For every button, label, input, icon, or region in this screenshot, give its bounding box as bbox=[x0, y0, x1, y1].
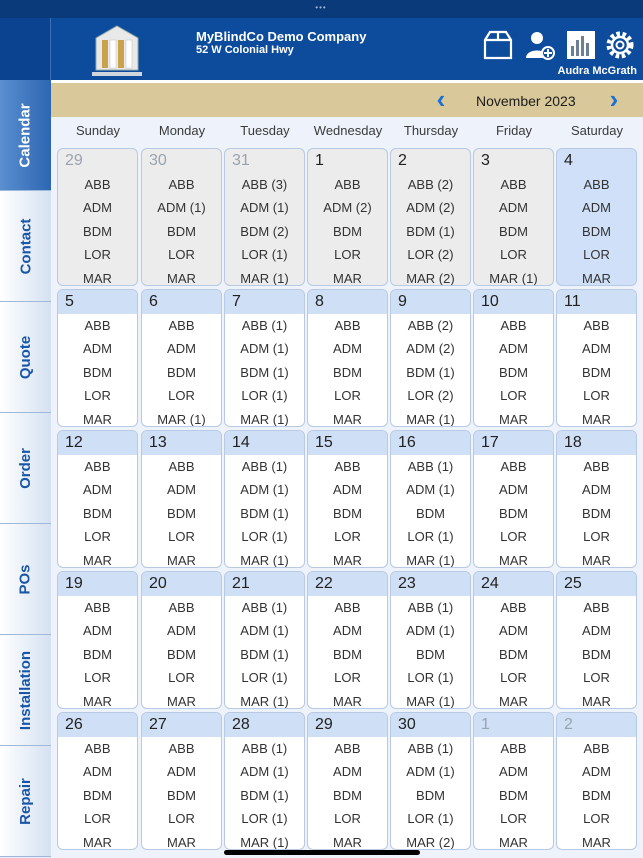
appointment-count[interactable]: ADM bbox=[83, 341, 112, 357]
appointment-count[interactable]: LOR bbox=[583, 670, 610, 686]
calendar-day-cell[interactable] bbox=[390, 148, 471, 286]
appointment-count[interactable]: ABB bbox=[168, 600, 195, 615]
calendar-day-cell[interactable] bbox=[556, 148, 637, 286]
appointment-count[interactable]: MAR bbox=[333, 693, 362, 709]
appointment-count[interactable]: BDM bbox=[333, 364, 362, 380]
company-address: 52 W Colonial Hwy bbox=[196, 44, 294, 56]
appointment-count[interactable]: MAR bbox=[499, 834, 528, 850]
day-number: 18 bbox=[557, 431, 636, 455]
appointment-count[interactable]: ABB bbox=[168, 741, 195, 756]
appointment-count[interactable]: MAR (2) bbox=[406, 270, 455, 286]
appointment-count[interactable]: BDM bbox=[416, 646, 445, 662]
report-icon[interactable] bbox=[564, 28, 598, 62]
appointment-count[interactable]: LOR (1) bbox=[241, 811, 288, 827]
appointment-count[interactable]: LOR bbox=[334, 529, 361, 545]
appointment-count[interactable]: ABB bbox=[334, 600, 361, 615]
appointment-count[interactable]: MAR (1) bbox=[406, 411, 455, 427]
appointment-count[interactable]: ADM bbox=[582, 482, 611, 498]
appointment-count[interactable]: BDM bbox=[582, 223, 611, 239]
calendar-day-cell[interactable] bbox=[141, 430, 222, 568]
day-number: 24 bbox=[474, 572, 553, 596]
day-number: 25 bbox=[557, 572, 636, 596]
calendar-day-cell[interactable] bbox=[473, 430, 554, 568]
calendar-day-cell[interactable] bbox=[307, 430, 388, 568]
appointment-count[interactable]: BDM bbox=[83, 646, 112, 662]
appointment-count[interactable]: ADM bbox=[582, 200, 611, 216]
appointment-count[interactable]: MAR (1) bbox=[157, 411, 206, 427]
appointment-count[interactable]: BDM bbox=[333, 223, 362, 239]
calendar-day-cell[interactable] bbox=[473, 712, 554, 850]
day-number: 20 bbox=[142, 572, 221, 596]
company-name: MyBlindCo Demo Company bbox=[196, 29, 367, 44]
appointment-count[interactable]: BDM (1) bbox=[406, 364, 455, 380]
day-number: 5 bbox=[58, 290, 137, 314]
appointment-count[interactable]: BDM bbox=[83, 787, 112, 803]
appointment-count[interactable]: ADM bbox=[83, 200, 112, 216]
appointment-count[interactable]: ABB bbox=[500, 600, 527, 615]
appointment-count[interactable]: ABB bbox=[84, 177, 111, 192]
chevron-right-icon[interactable]: › bbox=[609, 84, 619, 114]
sidebar-item-pos[interactable] bbox=[0, 524, 51, 635]
appointment-count[interactable]: BDM bbox=[416, 505, 445, 521]
appointment-count[interactable]: BDM (1) bbox=[240, 364, 289, 380]
appointment-count[interactable]: LOR (1) bbox=[241, 529, 288, 545]
day-number: 7 bbox=[225, 290, 304, 314]
calendar-day-cell[interactable] bbox=[473, 571, 554, 709]
appointment-count[interactable]: MAR bbox=[167, 552, 196, 568]
appointment-count[interactable]: ABB bbox=[583, 459, 610, 474]
day-number: 8 bbox=[308, 290, 387, 314]
appointment-count[interactable]: ADM bbox=[167, 623, 196, 639]
appointment-count[interactable]: ABB bbox=[500, 318, 527, 333]
calendar-day-cell[interactable] bbox=[390, 430, 471, 568]
calendar-day-cell[interactable] bbox=[473, 289, 554, 427]
calendar-day-cell[interactable] bbox=[224, 571, 305, 709]
appointment-count[interactable]: ABB bbox=[500, 741, 527, 756]
appointment-count[interactable]: LOR bbox=[334, 811, 361, 827]
appointment-count[interactable]: MAR bbox=[167, 834, 196, 850]
appointment-count[interactable]: ABB bbox=[84, 741, 111, 756]
calendar-day-cell[interactable] bbox=[473, 148, 554, 286]
home-indicator[interactable] bbox=[224, 850, 420, 855]
appointment-count[interactable]: MAR bbox=[582, 834, 611, 850]
sidebar-item-calendar[interactable] bbox=[0, 80, 51, 191]
appointment-count[interactable]: ADM bbox=[582, 623, 611, 639]
month-navigation bbox=[51, 83, 643, 117]
appointment-count[interactable]: BDM bbox=[83, 505, 112, 521]
day-number: 30 bbox=[391, 713, 470, 737]
appointment-count[interactable]: BDM bbox=[582, 364, 611, 380]
appointment-count[interactable]: ADM bbox=[499, 764, 528, 780]
appointment-count[interactable]: LOR bbox=[334, 388, 361, 404]
gear-icon[interactable] bbox=[603, 28, 637, 62]
appointment-count[interactable]: ADM (1) bbox=[240, 200, 289, 216]
appointment-count[interactable]: LOR (1) bbox=[407, 529, 454, 545]
day-number: 4 bbox=[564, 152, 573, 169]
appointment-count[interactable]: ADM (1) bbox=[157, 200, 206, 216]
day-number: 29 bbox=[65, 152, 83, 169]
user-name[interactable]: Audra McGrath bbox=[557, 65, 637, 77]
appointment-count[interactable]: LOR bbox=[334, 247, 361, 263]
appointment-count[interactable]: ADM bbox=[83, 623, 112, 639]
appointment-count[interactable]: MAR bbox=[582, 552, 611, 568]
appointment-count[interactable]: ADM (1) bbox=[406, 764, 455, 780]
appointment-count[interactable]: ADM bbox=[333, 623, 362, 639]
appointment-count[interactable]: ABB bbox=[84, 600, 111, 615]
appointment-count[interactable]: MAR bbox=[499, 693, 528, 709]
sidebar-item-label: Repair bbox=[17, 777, 34, 825]
appointment-count[interactable]: ABB bbox=[583, 177, 610, 192]
appointment-count[interactable]: ABB bbox=[334, 177, 361, 192]
appointment-count[interactable]: BDM bbox=[167, 364, 196, 380]
appointment-count[interactable]: LOR bbox=[84, 388, 111, 404]
appointment-count[interactable]: MAR bbox=[333, 270, 362, 286]
day-number: 2 bbox=[398, 152, 407, 169]
appointment-count[interactable]: BDM bbox=[83, 223, 112, 239]
appointment-count[interactable]: BDM bbox=[499, 223, 528, 239]
appointment-count[interactable]: MAR bbox=[167, 270, 196, 286]
calendar-day-cell[interactable] bbox=[390, 712, 471, 850]
appointment-count[interactable]: MAR (1) bbox=[240, 552, 289, 568]
logo-icon bbox=[86, 24, 148, 78]
appointment-count[interactable]: ABB (1) bbox=[407, 600, 454, 615]
appointment-count[interactable]: LOR bbox=[583, 388, 610, 404]
appointment-count[interactable]: LOR (2) bbox=[407, 388, 454, 404]
calendar-day-cell[interactable] bbox=[307, 571, 388, 709]
calendar-day-cell[interactable] bbox=[307, 712, 388, 850]
appointment-count[interactable]: LOR (1) bbox=[407, 811, 454, 827]
day-number: 1 bbox=[474, 713, 553, 737]
appointment-count[interactable]: ADM (1) bbox=[240, 623, 289, 639]
appointment-count[interactable]: BDM bbox=[167, 505, 196, 521]
appointment-count[interactable]: ABB bbox=[334, 459, 361, 474]
appointment-count[interactable]: LOR bbox=[583, 811, 610, 827]
appointment-count[interactable]: LOR bbox=[500, 247, 527, 263]
sidebar bbox=[0, 80, 51, 858]
calendar-day-cell[interactable] bbox=[57, 712, 138, 850]
calendar-day-cell[interactable] bbox=[390, 571, 471, 709]
appointment-count[interactable]: ADM bbox=[167, 341, 196, 357]
appointment-count[interactable]: MAR bbox=[83, 411, 112, 427]
appointment-count[interactable]: BDM bbox=[333, 787, 362, 803]
appointment-count[interactable]: ABB (2) bbox=[407, 318, 454, 333]
appointment-count[interactable]: BDM bbox=[499, 787, 528, 803]
appointment-count[interactable]: LOR bbox=[500, 811, 527, 827]
appointment-count[interactable]: BDM bbox=[167, 646, 196, 662]
weekday-header: Thursday bbox=[403, 123, 459, 138]
appointment-count[interactable]: LOR bbox=[168, 811, 195, 827]
calendar-day-cell[interactable] bbox=[556, 430, 637, 568]
appointment-count[interactable]: LOR bbox=[583, 529, 610, 545]
appointment-count[interactable]: ABB (1) bbox=[407, 459, 454, 474]
appointment-count[interactable]: ABB bbox=[334, 318, 361, 333]
appointment-count[interactable]: BDM bbox=[333, 646, 362, 662]
calendar-day-cell[interactable] bbox=[141, 712, 222, 850]
appointment-count[interactable]: ADM bbox=[167, 764, 196, 780]
status-bar bbox=[0, 0, 643, 18]
weekday-header: Friday bbox=[495, 123, 533, 138]
appointment-count[interactable]: LOR bbox=[334, 670, 361, 686]
appointment-count[interactable]: MAR (1) bbox=[240, 693, 289, 709]
appointment-count[interactable]: MAR bbox=[167, 693, 196, 709]
weekday-header: Tuesday bbox=[240, 123, 290, 138]
appointment-count[interactable]: BDM bbox=[416, 787, 445, 803]
appointment-count[interactable]: MAR (2) bbox=[406, 834, 455, 850]
header-left-strip bbox=[0, 18, 51, 80]
calendar-day-cell[interactable] bbox=[556, 571, 637, 709]
sidebar-item-label: Contact bbox=[17, 218, 34, 274]
calendar-day-cell[interactable] bbox=[57, 289, 138, 427]
appointment-count[interactable]: ABB (2) bbox=[407, 177, 454, 192]
appointment-count[interactable]: MAR (1) bbox=[240, 270, 289, 286]
day-number: 1 bbox=[315, 152, 324, 169]
appointment-count[interactable]: ABB bbox=[84, 318, 111, 333]
sidebar-item-installation[interactable] bbox=[0, 635, 51, 746]
appointment-count[interactable]: MAR bbox=[83, 270, 112, 286]
appointment-count[interactable]: BDM (1) bbox=[240, 787, 289, 803]
day-number: 12 bbox=[58, 431, 137, 455]
appointment-count[interactable]: ADM bbox=[333, 341, 362, 357]
appointment-count[interactable]: BDM bbox=[83, 364, 112, 380]
appointment-count[interactable]: ADM bbox=[83, 764, 112, 780]
appointment-count[interactable]: LOR (1) bbox=[241, 388, 288, 404]
calendar-day-cell[interactable] bbox=[390, 289, 471, 427]
appointment-count[interactable]: MAR bbox=[83, 693, 112, 709]
appointment-count[interactable]: ADM (1) bbox=[406, 482, 455, 498]
appointment-count[interactable]: ADM (2) bbox=[323, 200, 372, 216]
appointment-count[interactable]: LOR (2) bbox=[407, 247, 454, 263]
calendar-day-cell[interactable] bbox=[224, 148, 305, 286]
appointment-count[interactable]: BDM bbox=[167, 223, 196, 239]
sidebar-item-label: Order bbox=[16, 447, 34, 489]
appointment-count[interactable]: ABB (1) bbox=[241, 741, 288, 756]
appointment-count[interactable]: BDM (1) bbox=[240, 505, 289, 521]
appointment-count[interactable]: LOR (1) bbox=[241, 247, 288, 263]
appointment-count[interactable]: MAR bbox=[83, 834, 112, 850]
day-number: 31 bbox=[232, 152, 250, 169]
appointment-count[interactable]: ADM bbox=[83, 482, 112, 498]
appointment-count[interactable]: LOR bbox=[168, 529, 195, 545]
add-user-icon[interactable] bbox=[522, 28, 556, 62]
appointment-count[interactable]: MAR bbox=[83, 552, 112, 568]
sidebar-item-label: POs bbox=[16, 563, 34, 595]
day-number: 6 bbox=[142, 290, 221, 314]
sidebar-item-quote[interactable] bbox=[0, 302, 51, 413]
multitask-grip-icon[interactable]: ••• bbox=[315, 3, 327, 12]
appointment-count[interactable]: LOR bbox=[84, 247, 111, 263]
sidebar-item-repair[interactable] bbox=[0, 746, 51, 857]
day-number: 30 bbox=[149, 152, 167, 169]
appointment-count[interactable]: ABB bbox=[583, 741, 610, 756]
appointment-count[interactable]: MAR bbox=[333, 834, 362, 850]
sidebar-item-order[interactable] bbox=[0, 413, 51, 524]
calendar-grid bbox=[51, 117, 643, 858]
appointment-count[interactable]: ABB (1) bbox=[241, 318, 288, 333]
appointment-count[interactable]: MAR bbox=[582, 270, 611, 286]
calendar-day-cell[interactable] bbox=[307, 289, 388, 427]
appointment-count[interactable]: MAR bbox=[499, 552, 528, 568]
appointment-count[interactable]: ADM bbox=[499, 623, 528, 639]
day-number: 9 bbox=[391, 290, 470, 314]
appointment-count[interactable]: LOR bbox=[583, 247, 610, 263]
day-number: 3 bbox=[481, 152, 490, 169]
appointment-count[interactable]: MAR (1) bbox=[240, 411, 289, 427]
appointment-count[interactable]: BDM bbox=[582, 505, 611, 521]
weekday-header: Wednesday bbox=[313, 123, 383, 138]
appointment-count[interactable]: LOR bbox=[500, 670, 527, 686]
appointment-count[interactable]: ADM bbox=[499, 341, 528, 357]
appointment-count[interactable]: LOR (1) bbox=[407, 670, 454, 686]
appointment-count[interactable]: MAR (1) bbox=[406, 552, 455, 568]
appointment-count[interactable]: ABB (1) bbox=[241, 600, 288, 615]
appointment-count[interactable]: ADM (1) bbox=[406, 623, 455, 639]
appointment-count[interactable]: LOR bbox=[84, 811, 111, 827]
appointment-count[interactable]: ABB bbox=[168, 459, 195, 474]
appointment-count[interactable]: MAR bbox=[499, 411, 528, 427]
weekday-header: Monday bbox=[158, 123, 206, 138]
calendar-day-cell[interactable] bbox=[556, 712, 637, 850]
appointment-count[interactable]: BDM bbox=[499, 364, 528, 380]
day-number: 11 bbox=[557, 290, 636, 314]
appointment-count[interactable]: MAR (1) bbox=[489, 270, 538, 286]
sidebar-item-contact[interactable] bbox=[0, 191, 51, 302]
calendar-day-cell[interactable] bbox=[224, 430, 305, 568]
appointment-count[interactable]: ABB bbox=[500, 177, 527, 192]
calendar-day-cell[interactable] bbox=[141, 148, 222, 286]
appointment-count[interactable]: ADM (1) bbox=[240, 341, 289, 357]
appointment-count[interactable]: BDM bbox=[167, 787, 196, 803]
appointment-count[interactable]: BDM bbox=[582, 787, 611, 803]
day-number: 19 bbox=[58, 572, 137, 596]
sidebar-item-label: Calendar bbox=[17, 102, 35, 168]
day-number: 27 bbox=[142, 713, 221, 737]
appointment-count[interactable]: ABB bbox=[583, 600, 610, 615]
appointment-count[interactable]: LOR bbox=[168, 388, 195, 404]
appointment-count[interactable]: ABB bbox=[168, 177, 195, 192]
appointment-count[interactable]: ABB bbox=[334, 741, 361, 756]
appointment-count[interactable]: LOR (1) bbox=[241, 670, 288, 686]
appointment-count[interactable]: ADM bbox=[582, 764, 611, 780]
appointment-count[interactable]: BDM bbox=[499, 646, 528, 662]
appointment-count[interactable]: MAR bbox=[333, 411, 362, 427]
calendar-day-cell[interactable] bbox=[141, 571, 222, 709]
day-number: 15 bbox=[308, 431, 387, 455]
calendar-day-cell[interactable] bbox=[307, 148, 388, 286]
day-number: 26 bbox=[58, 713, 137, 737]
calendar-day-cell[interactable] bbox=[57, 571, 138, 709]
sidebar-item-label: Installation bbox=[17, 650, 34, 730]
weekday-header: Saturday bbox=[570, 123, 624, 138]
appointment-count[interactable]: BDM bbox=[499, 505, 528, 521]
appointment-count[interactable]: LOR bbox=[500, 388, 527, 404]
month-label: November 2023 bbox=[476, 93, 576, 109]
day-number: 13 bbox=[142, 431, 221, 455]
appointment-count[interactable]: ADM bbox=[167, 482, 196, 498]
appointment-count[interactable]: LOR bbox=[168, 247, 195, 263]
calendar-day-cell[interactable] bbox=[224, 712, 305, 850]
appointment-count[interactable]: MAR bbox=[582, 411, 611, 427]
appointment-count[interactable]: ABB bbox=[583, 318, 610, 333]
appointment-count[interactable]: ABB bbox=[84, 459, 111, 474]
appointment-count[interactable]: LOR bbox=[84, 670, 111, 686]
appointment-count[interactable]: ADM bbox=[333, 764, 362, 780]
appointment-count[interactable]: BDM (1) bbox=[240, 646, 289, 662]
appointment-count[interactable]: LOR bbox=[500, 529, 527, 545]
day-number: 2 bbox=[557, 713, 636, 737]
appointment-count[interactable]: ADM (1) bbox=[240, 482, 289, 498]
day-number: 22 bbox=[308, 572, 387, 596]
appointment-count[interactable]: LOR bbox=[84, 529, 111, 545]
appointment-count[interactable]: ADM bbox=[333, 482, 362, 498]
appointment-count[interactable]: ABB (1) bbox=[407, 741, 454, 756]
appointment-count[interactable]: BDM bbox=[333, 505, 362, 521]
appointment-count[interactable]: ADM (1) bbox=[240, 764, 289, 780]
appointment-count[interactable]: ABB bbox=[168, 318, 195, 333]
appointment-count[interactable]: ABB (1) bbox=[241, 459, 288, 474]
appointment-count[interactable]: MAR bbox=[582, 693, 611, 709]
appointment-count[interactable]: ADM bbox=[499, 482, 528, 498]
calendar-day-cell[interactable] bbox=[57, 148, 138, 286]
chevron-left-icon[interactable]: ‹ bbox=[436, 84, 446, 114]
appointment-count[interactable]: ADM (2) bbox=[406, 200, 455, 216]
appointment-count[interactable]: ADM bbox=[582, 341, 611, 357]
calendar-day-cell[interactable] bbox=[224, 289, 305, 427]
day-number: 16 bbox=[391, 431, 470, 455]
appointment-count[interactable]: ADM bbox=[499, 200, 528, 216]
appointment-count[interactable]: MAR bbox=[333, 552, 362, 568]
calendar-day-cell[interactable] bbox=[57, 430, 138, 568]
day-number: 17 bbox=[474, 431, 553, 455]
calendar-day-cell[interactable] bbox=[556, 289, 637, 427]
appointment-count[interactable]: BDM bbox=[582, 646, 611, 662]
appointment-count[interactable]: MAR (1) bbox=[240, 834, 289, 850]
box-icon[interactable] bbox=[481, 28, 515, 62]
appointment-count[interactable]: MAR (1) bbox=[406, 693, 455, 709]
day-number: 10 bbox=[474, 290, 553, 314]
weekday-header: Sunday bbox=[75, 123, 121, 138]
appointment-count[interactable]: BDM (1) bbox=[406, 223, 455, 239]
day-number: 29 bbox=[308, 713, 387, 737]
appointment-count[interactable]: BDM (2) bbox=[240, 223, 289, 239]
calendar-day-cell[interactable] bbox=[141, 289, 222, 427]
appointment-count[interactable]: ADM (2) bbox=[406, 341, 455, 357]
app-header bbox=[0, 18, 643, 80]
appointment-count[interactable]: ABB (3) bbox=[241, 177, 288, 192]
appointment-count[interactable]: LOR bbox=[168, 670, 195, 686]
day-number: 28 bbox=[225, 713, 304, 737]
day-number: 23 bbox=[391, 572, 470, 596]
day-number: 21 bbox=[225, 572, 304, 596]
sidebar-item-label: Quote bbox=[17, 335, 34, 379]
appointment-count[interactable]: ABB bbox=[500, 459, 527, 474]
day-number: 14 bbox=[225, 431, 304, 455]
